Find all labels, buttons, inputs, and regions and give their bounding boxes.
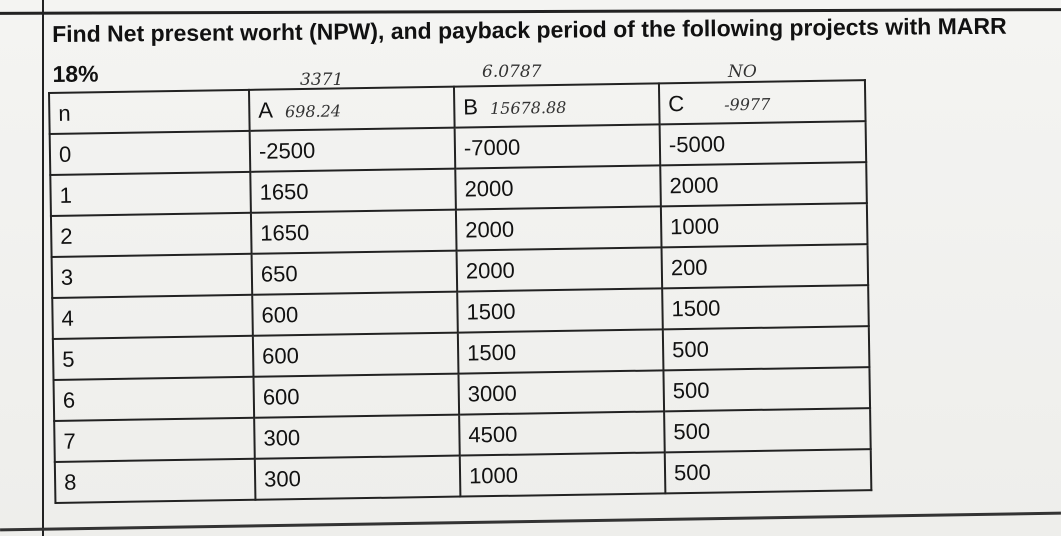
cell-c: 1500 — [662, 285, 869, 329]
cash-flow-table — [48, 79, 872, 504]
cell-b: 2000 — [456, 206, 662, 250]
page-border-bottom — [0, 512, 1061, 532]
handwritten-npw-c: -9977 — [724, 94, 771, 114]
cell-n: 2 — [51, 213, 252, 257]
cell-c: 500 — [663, 367, 870, 411]
cash-flow-table-wrapper — [48, 79, 870, 504]
handwritten-note-above-a: 3371 — [300, 70, 344, 90]
cell-b: 2000 — [455, 165, 661, 209]
cell-b: 2000 — [457, 247, 663, 291]
cell-n: 0 — [50, 131, 251, 175]
handwritten-npw-a: 698.24 — [284, 100, 342, 121]
cell-b: 4500 — [459, 411, 665, 455]
cell-c: 500 — [665, 449, 872, 493]
cell-a: 650 — [252, 251, 458, 295]
handwritten-note-above-c: NO — [728, 62, 757, 82]
cell-n: 4 — [52, 295, 253, 339]
cell-c: 2000 — [660, 162, 867, 206]
cell-c: 500 — [663, 326, 870, 370]
cell-c: -5000 — [660, 121, 867, 165]
cell-a: 300 — [255, 456, 461, 500]
question-text: Find Net present worht (NPW), and payback period of the following projects with MARR 18% — [52, 12, 1007, 87]
cell-a: 600 — [253, 374, 459, 418]
cell-a: 600 — [252, 292, 458, 336]
cell-a: 600 — [253, 333, 459, 377]
cell-n: 3 — [52, 254, 253, 298]
cell-a: 300 — [254, 415, 460, 459]
header-c: C -9977 — [659, 80, 866, 124]
cell-n: 5 — [53, 336, 254, 380]
cell-n: 6 — [54, 377, 255, 421]
page-border-left — [42, 0, 44, 536]
cell-a: -2500 — [250, 128, 456, 172]
cell-b: 1500 — [458, 329, 664, 373]
header-b: B 15678.88 — [454, 83, 660, 127]
cell-a: 1650 — [251, 210, 457, 254]
header-n: n — [49, 90, 250, 134]
header-a: A 698.24 — [249, 87, 455, 131]
cell-a: 1650 — [250, 169, 456, 213]
cell-b: 1500 — [457, 288, 663, 332]
cell-n: 8 — [55, 459, 256, 503]
cell-c: 200 — [662, 244, 869, 288]
handwritten-note-above-b: 6.0787 — [482, 62, 542, 82]
handwritten-npw-b: 15678.88 — [489, 97, 567, 118]
cell-c: 500 — [664, 408, 871, 452]
cell-b: 3000 — [458, 370, 664, 414]
cell-b: 1000 — [460, 452, 666, 496]
cell-n: 7 — [54, 418, 255, 462]
cell-b: -7000 — [455, 124, 661, 168]
cell-n: 1 — [50, 172, 251, 216]
cell-c: 1000 — [661, 203, 868, 247]
